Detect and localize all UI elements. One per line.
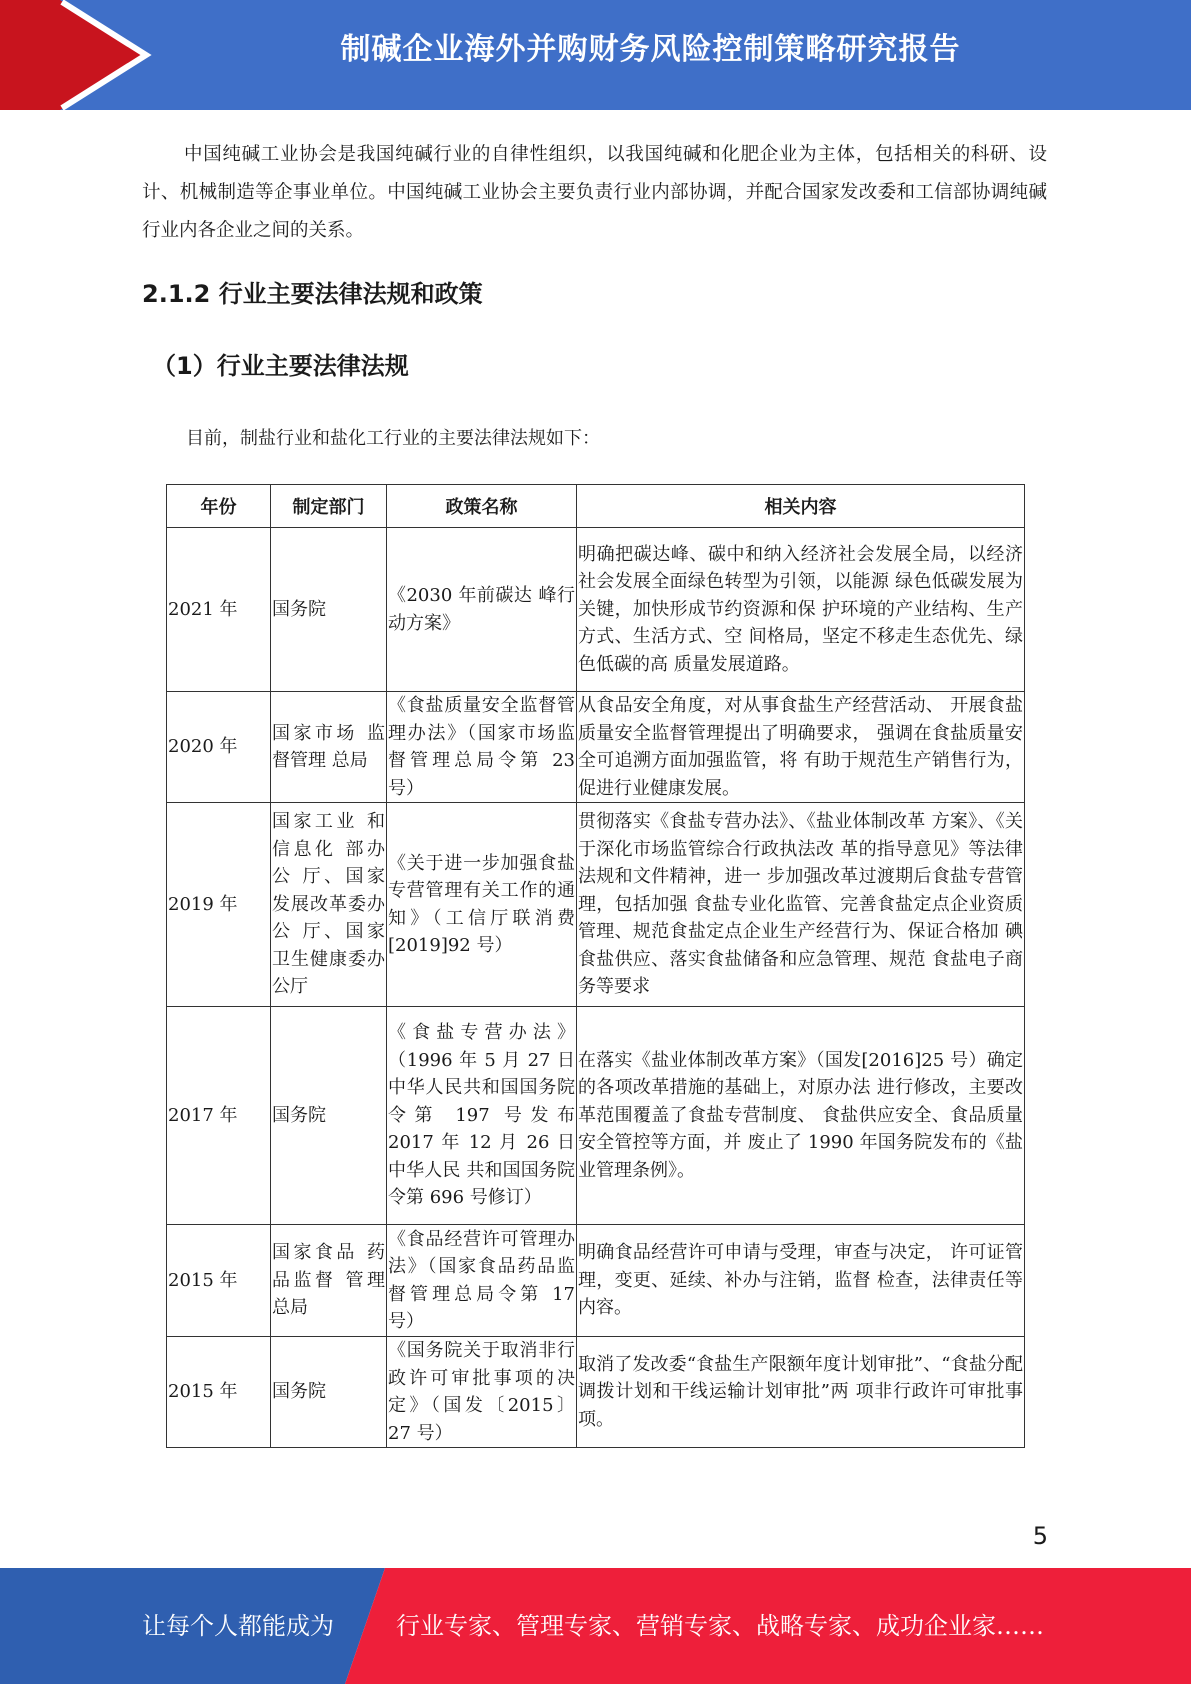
- column-header-content: 相关内容: [577, 485, 1025, 528]
- cell-year: 2015 年: [167, 1337, 271, 1448]
- intro-paragraph: 中国纯碱工业协会是我国纯碱行业的自律性组织，以我国纯碱和化肥企业为主体，包括相关的科研、设计、机械制造等企事业单位。中国纯碱工业协会主要负责行业内部协调，并配合国家发改委和工信部协调纯碱行业内各企业之间的关系。: [142, 144, 1047, 241]
- laws-table: [166, 484, 1025, 1448]
- page-footer: [0, 1568, 1191, 1684]
- footer-slogan-left: 让每个人都能成为: [142, 1612, 334, 1640]
- cell-dept: 国务院: [271, 1337, 387, 1448]
- cell-dept: 国务院: [271, 1007, 387, 1225]
- table-row: [167, 692, 1025, 803]
- table-intro-text: 目前，制盐行业和盐化工行业的主要法律法规如下：: [186, 428, 600, 449]
- cell-policy: 《国务院关于取消非行政许可审批事项的决定》（国发〔2015〕 27 号）: [387, 1337, 577, 1448]
- red-chevron-decoration: [0, 0, 160, 110]
- cell-year: 2020 年: [167, 692, 271, 803]
- table-row: [167, 528, 1025, 692]
- cell-policy: 《食盐专营办法》（1996 年 5 月 27 日中华人民共和国国务院令第 197 号发布 2017 年 12 月 26 日中华人民 共和国国务院令第 696 号修订）: [387, 1007, 577, 1225]
- table-row: [167, 1225, 1025, 1337]
- page-header: [0, 0, 1191, 110]
- cell-content: 明确把碳达峰、碳中和纳入经济社会发展全局，以经济社会发展全面绿色转型为引领，以能源 绿色低碳发展为关键，加快形成节约资源和保 护环境的产业结构、生产方式、生活方式、空 间格局，坚定不移走生态优先、绿色低碳的高 质量发展道路。: [577, 528, 1025, 692]
- cell-year: 2019 年: [167, 803, 271, 1007]
- cell-content: 从食品安全角度，对从事食盐生产经营活动、 开展食盐质量安全监督管理提出了明确要求， 强调在食盐质量安全可追溯方面加强监管，将 有助于规范生产销售行为，促进行业健康发展。: [577, 692, 1025, 803]
- column-header-policy: 政策名称: [387, 485, 577, 528]
- cell-year: 2015 年: [167, 1225, 271, 1337]
- cell-policy: 《关于进一步加强食盐专营管理有关工作的通知》（工信厅联消费 [2019]92 号）: [387, 803, 577, 1007]
- table-row: [167, 1337, 1025, 1448]
- table-row: [167, 1007, 1025, 1225]
- cell-content: 取消了发改委“食盐生产限额年度计划审批”、“食盐分配调拨计划和干线运输计划审批”两 项非行政许可审批事项。: [577, 1337, 1025, 1448]
- cell-content: 明确食品经营许可申请与受理，审查与决定， 许可证管理，变更、延续、补办与注销，监督 检查，法律责任等内容。: [577, 1225, 1025, 1337]
- section-heading: 2.1.2 行业主要法律法规和政策: [142, 280, 483, 308]
- cell-policy: 《食盐质量安全监督管理办法》（国家市场监督管理总局令第 23 号）: [387, 692, 577, 803]
- subsection-heading: （1）行业主要法律法规: [152, 352, 409, 380]
- cell-content: 在落实《盐业体制改革方案》（国发[2016]25 号）确定的各项改革措施的基础上，对原办法 进行修改，主要改革范围覆盖了食盐专营制度、 食盐供应安全、食品质量安全管控等方面，并 废止了 1990 年国务院发布的《盐业管理条例》。: [577, 1007, 1025, 1225]
- cell-year: 2017 年: [167, 1007, 271, 1225]
- report-title: 制碱企业海外并购财务风险控制策略研究报告: [340, 32, 961, 67]
- column-header-dept: 制定部门: [271, 485, 387, 528]
- cell-dept: 国务院: [271, 528, 387, 692]
- table-header-row: [167, 485, 1025, 528]
- table-row: [167, 803, 1025, 1007]
- column-header-year: 年份: [167, 485, 271, 528]
- cell-dept: 国家市场 监督管理 总局: [271, 692, 387, 803]
- page-number: 5: [1032, 1522, 1048, 1550]
- cell-content: 贯彻落实《食盐专营办法》、《盐业体制改革 方案》、《关于深化市场监管综合行政执法改 革的指导意见》等法律法规和文件精神，进一 步加强改革过渡期后食盐专营管理，包括加强 食盐专业化监管、完善食盐定点企业资质管理、规范食盐定点企业生产经营行为、保证合格加 碘食盐供应、落实食盐储备和应急管理、规范 食盐电子商务等要求: [577, 803, 1025, 1007]
- cell-policy: 《食品经营许可管理办法》（国家食品药品监督管理总局令第 17 号）: [387, 1225, 577, 1337]
- cell-dept: 国家工业 和信息化 部办公 厅、国家发展改革委办公 厅、国家 卫生健康委办公厅: [271, 803, 387, 1007]
- cell-dept: 国家食品 药品监督 管理总局: [271, 1225, 387, 1337]
- cell-policy: 《2030 年前碳达 峰行动方案》: [387, 528, 577, 692]
- footer-slogan-right: 行业专家、管理专家、营销专家、战略专家、成功企业家……: [396, 1612, 1044, 1640]
- cell-year: 2021 年: [167, 528, 271, 692]
